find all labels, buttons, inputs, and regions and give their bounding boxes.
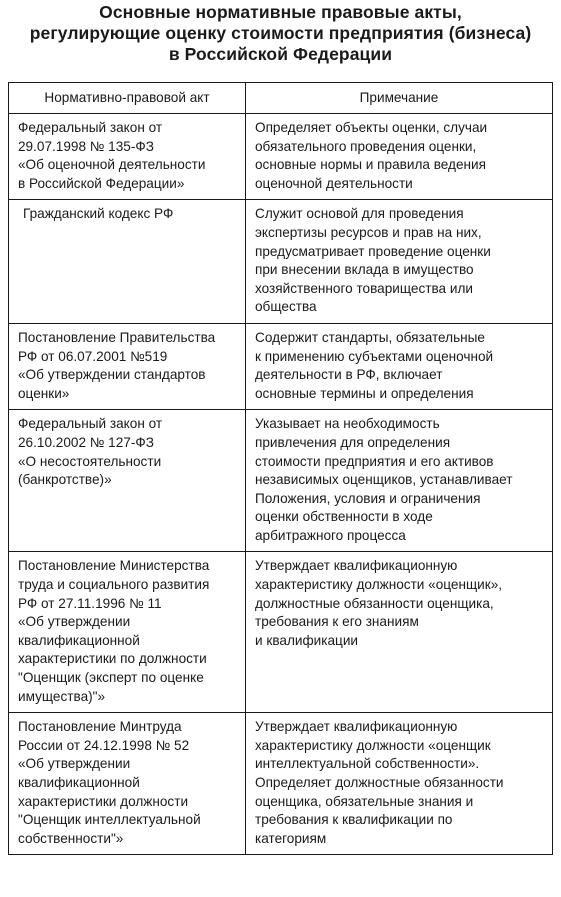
act-cell bbox=[9, 410, 246, 552]
table-row bbox=[9, 323, 553, 409]
note-text-line: интеллектуальной собственности». bbox=[255, 756, 480, 772]
note-text-line: общества bbox=[255, 299, 317, 315]
act-text-line: «О несостоятельности bbox=[18, 453, 162, 469]
act-cell bbox=[9, 713, 246, 855]
act-text-line: России от 24.12.1998 № 52 bbox=[18, 737, 190, 753]
act-text-line: собственности"» bbox=[18, 830, 124, 846]
note-text-line: к применению субъектами оценочной bbox=[255, 348, 494, 364]
title-line: в Российской Федерации bbox=[168, 44, 393, 64]
act-text-line: характеристики по должности bbox=[18, 651, 207, 667]
column-header-note: Примечание bbox=[246, 83, 553, 114]
table-row bbox=[9, 410, 553, 552]
title-line: Основные нормативные правовые акты, bbox=[99, 2, 462, 22]
note-text-line: хозяйственного товарищества или bbox=[255, 280, 474, 296]
act-text-line: оценки» bbox=[18, 385, 70, 401]
act-text-line: Федеральный закон от bbox=[18, 416, 163, 432]
table-body bbox=[9, 114, 553, 855]
note-text-line: Утверждает квалификационную bbox=[255, 719, 458, 735]
note-text-line: экспертизы ресурсов и прав на них, bbox=[255, 224, 482, 240]
note-text-line: характеристику должности «оценщик bbox=[255, 737, 491, 753]
note-text-line: категориям bbox=[255, 830, 327, 846]
table-row bbox=[9, 713, 553, 855]
act-text-line: «Об утверждении bbox=[18, 614, 131, 630]
act-cell bbox=[9, 323, 246, 409]
act-text-line: квалификационной bbox=[18, 632, 140, 648]
act-text-line: "Оценщик (эксперт по оценке bbox=[18, 670, 204, 686]
table-row bbox=[9, 200, 553, 324]
note-cell bbox=[246, 713, 553, 855]
act-text-line: "Оценщик интеллектуальной bbox=[18, 812, 201, 828]
note-cell bbox=[246, 410, 553, 552]
act-cell bbox=[9, 552, 246, 713]
act-text-line: Постановление Министерства bbox=[18, 558, 210, 574]
note-cell bbox=[246, 114, 553, 200]
legal-acts-table bbox=[8, 82, 553, 855]
act-text-line: «Об оценочной деятельности bbox=[18, 157, 206, 173]
act-text-line: 26.10.2002 № 127-ФЗ bbox=[18, 434, 154, 450]
note-cell bbox=[246, 552, 553, 713]
act-text-line: характеристики должности bbox=[18, 793, 189, 809]
note-text-line: характеристику должности «оценщик», bbox=[255, 577, 503, 593]
note-text-line: обязательного проведения оценки, bbox=[255, 138, 477, 154]
act-text-line: РФ от 27.11.1996 № 11 bbox=[18, 595, 162, 611]
note-text-line: Положения, условия и ограничения bbox=[255, 490, 481, 506]
document-title bbox=[0, 2, 561, 65]
act-text-line: (банкротстве)» bbox=[18, 472, 112, 488]
act-text-line: РФ от 06.07.2001 №519 bbox=[18, 348, 168, 364]
act-text-line: квалификационной bbox=[18, 775, 140, 790]
act-text-line: 29.07.1998 № 135-ФЗ bbox=[18, 138, 154, 154]
note-text-line: требования к квалификации по bbox=[255, 812, 453, 828]
note-text-line: и квалификации bbox=[255, 632, 359, 648]
note-text-line: основные термины и определения bbox=[255, 385, 474, 401]
note-text-line: Содержит стандарты, обязательные bbox=[255, 329, 485, 345]
act-cell bbox=[9, 200, 246, 324]
act-text-line: Постановление Минтруда bbox=[18, 719, 182, 735]
act-cell bbox=[9, 114, 246, 200]
note-text-line: оценщика, обязательные знания и bbox=[255, 793, 474, 809]
note-text-line: стоимости предприятия и его активов bbox=[255, 453, 494, 469]
note-text-line: Указывает на необходимость bbox=[255, 416, 440, 432]
note-cell bbox=[246, 200, 553, 324]
act-text-line: имущества)"» bbox=[18, 688, 106, 704]
note-text-line: должностные обязанности оценщика, bbox=[255, 595, 494, 611]
note-text-line: требования к его знаниям bbox=[255, 614, 419, 630]
title-line: регулирующие оценку стоимости предприятия (бизнеса) bbox=[29, 23, 532, 43]
note-text-line: Утверждает квалификационную bbox=[255, 558, 458, 574]
note-text-line: привлечения для определения bbox=[255, 434, 451, 450]
act-text-line: в Российской Федерации» bbox=[18, 175, 185, 191]
table-row bbox=[9, 552, 553, 713]
note-text-line: арбитражного процесса bbox=[255, 527, 406, 543]
note-text-line: деятельности в РФ, включает bbox=[255, 367, 443, 383]
note-cell bbox=[246, 323, 553, 409]
act-text-line: Постановление Правительства bbox=[18, 329, 216, 345]
note-text-line: оценки обственности в ходе bbox=[255, 509, 433, 525]
column-header-act: Нормативно-правовой акт bbox=[9, 83, 246, 114]
table-row bbox=[9, 114, 553, 200]
note-text-line: Определяет объекты оценки, случаи bbox=[255, 120, 488, 135]
note-text-line: основные нормы и правила ведения bbox=[255, 157, 487, 173]
note-text-line: Служит основой для проведения bbox=[255, 206, 464, 222]
note-text-line: независимых оценщиков, устанавливает bbox=[255, 472, 513, 488]
note-text-line: оценочной деятельности bbox=[255, 175, 413, 191]
note-text-line: при внесении вклада в имущество bbox=[255, 262, 474, 278]
act-text-line: «Об утверждении bbox=[18, 756, 131, 772]
act-text-line: труда и социального развития bbox=[18, 577, 210, 593]
table-header-row bbox=[9, 83, 553, 114]
note-text-line: предусматривает проведение оценки bbox=[255, 243, 491, 259]
note-text-line: Определяет должностные обязанности bbox=[255, 775, 504, 790]
act-text-line: Федеральный закон от bbox=[18, 120, 163, 135]
act-text-line: «Об утверждении стандартов bbox=[18, 367, 206, 383]
act-text-line: Гражданский кодекс РФ bbox=[23, 206, 174, 222]
